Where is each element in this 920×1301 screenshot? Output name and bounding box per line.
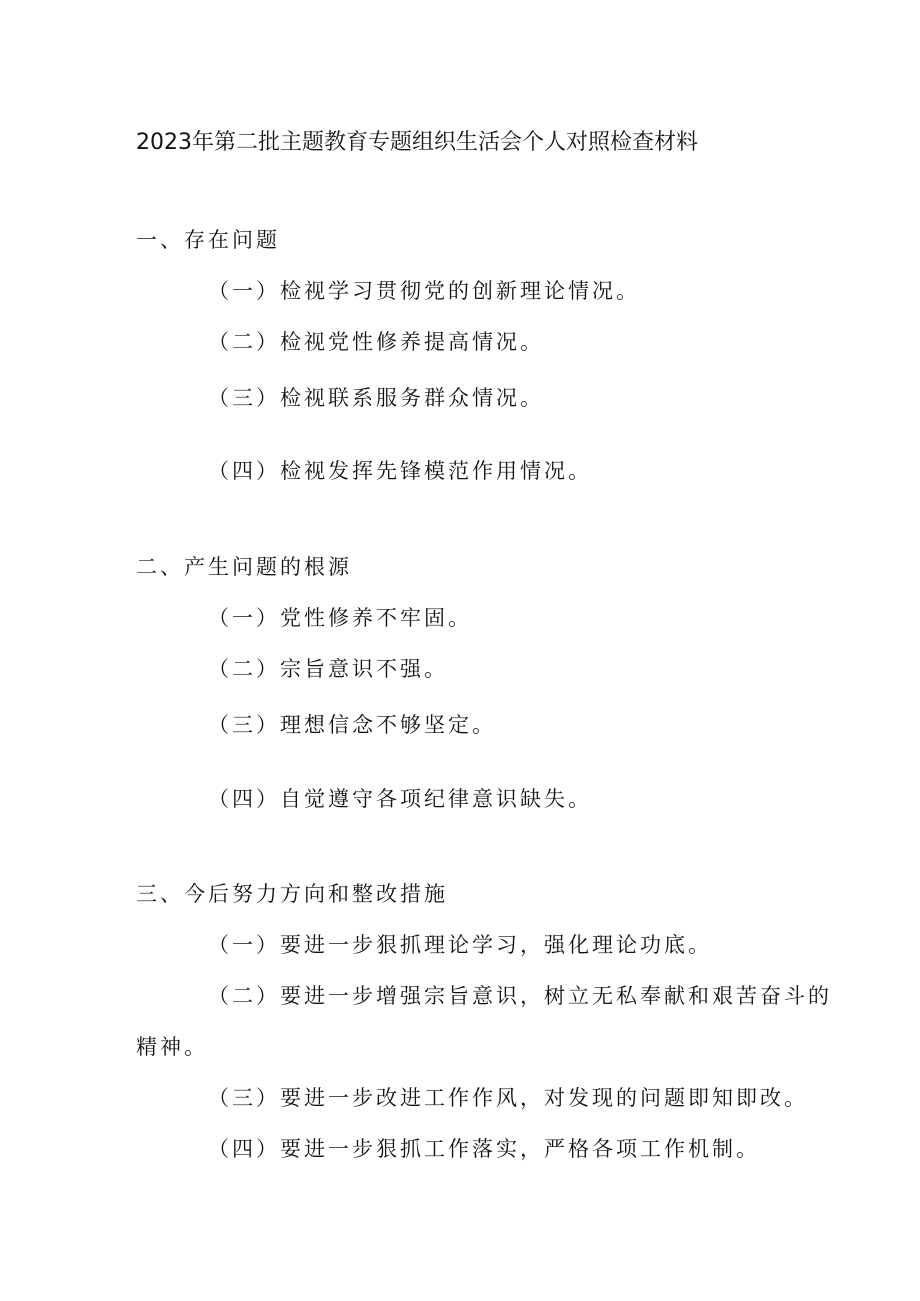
document-title: 2023年第二批主题教育专题组织生活会个人对照检查材料 [136,130,698,155]
section-1-item-4: （四）检视发挥先锋模范作用情况。 [208,459,592,483]
section-1-item-2: （二）检视党性修养提高情况。 [208,330,544,354]
section-heading-1: 一、存在问题 [136,228,280,252]
section-3-item-2: （二）要进一步增强宗旨意识，树立无私奉献和艰苦奋斗的 [208,984,832,1008]
section-heading-2: 二、产生问题的根源 [136,555,352,579]
section-3-item-1: （一）要进一步狠抓理论学习，强化理论功底。 [208,933,712,957]
section-1-item-1: （一）检视学习贯彻党的创新理论情况。 [208,279,640,303]
section-2-item-3: （三）理想信念不够坚定。 [208,713,496,737]
section-3-item-4: （四）要进一步狠抓工作落实，严格各项工作机制。 [208,1137,760,1161]
section-2-item-2: （二）宗旨意识不强。 [208,657,448,681]
section-heading-3: 三、今后努力方向和整改措施 [136,882,448,906]
section-3-item-3: （三）要进一步改进工作作风，对发现的问题即知即改。 [208,1086,808,1110]
section-1-item-3: （三）检视联系服务群众情况。 [208,386,544,410]
section-2-item-1: （一）党性修养不牢固。 [208,606,472,630]
section-3-item-2-continuation: 精神。 [136,1035,208,1059]
section-2-item-4: （四）自觉遵守各项纪律意识缺失。 [208,787,592,811]
